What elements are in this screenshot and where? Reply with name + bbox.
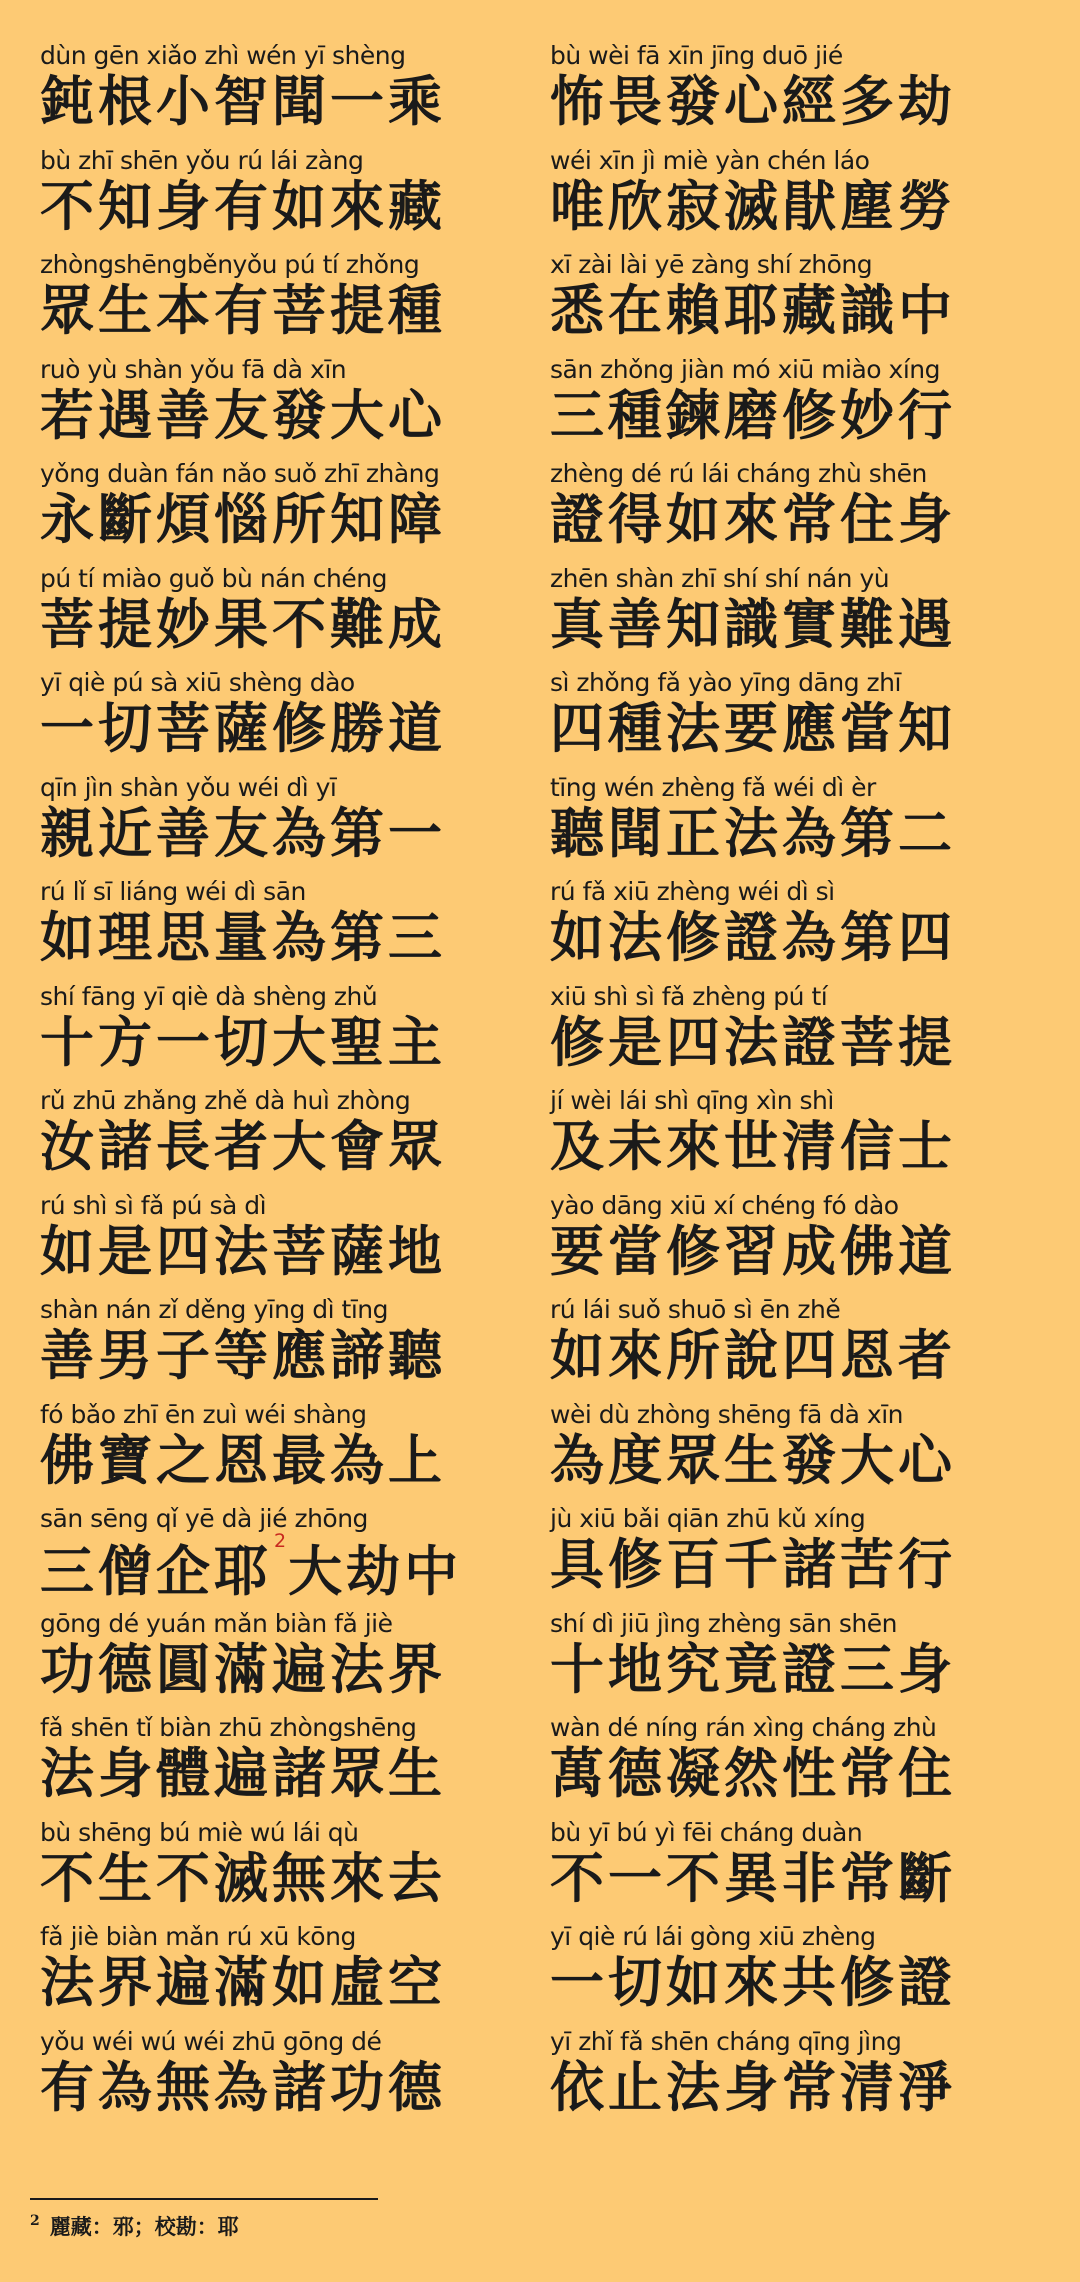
hanzi-segment: 大劫中: [288, 1540, 463, 1603]
verse-line: [550, 1294, 1040, 1399]
right-verse-column: [550, 40, 1040, 2130]
pinyin-text: qīn jìn shàn yǒu wéi dì yī: [40, 772, 337, 802]
pinyin-text: fǎ shēn tǐ biàn zhū zhòngshēng: [40, 1713, 417, 1742]
pinyin-text: zhòngshēngběnyǒu pú tí zhǒng: [40, 250, 420, 279]
pinyin-text: yǒu wéi wú wéi zhū gōng dé: [40, 2026, 382, 2056]
pinyin-text: zhèng dé rú lái cháng zhù shēn: [550, 459, 927, 488]
footnote-text: 麗藏：邪；校勘：耶: [49, 2214, 239, 2239]
verse-line: [40, 563, 530, 668]
verse-line: [40, 1085, 530, 1190]
verse-line: [550, 1712, 1040, 1817]
verse-line: [550, 1399, 1040, 1504]
footnote: [30, 2211, 239, 2241]
verse-line: [550, 145, 1040, 250]
verse-line: [40, 1294, 530, 1399]
hanzi-text: 十方一切大聖主: [40, 1010, 446, 1074]
pinyin-text: yī qiè pú sà xiū shèng dào: [40, 668, 355, 697]
verse-line: [40, 876, 530, 981]
hanzi-text: 法界遍滿如虛空: [40, 1951, 446, 2014]
hanzi-text: 若遇善友發大心: [40, 383, 446, 447]
hanzi-text: 眾生本有菩提種: [40, 279, 446, 342]
verse-line: [40, 249, 530, 354]
verse-line: [40, 667, 530, 772]
pinyin-text: xī zài lài yē zàng shí zhōng: [550, 250, 873, 279]
verse-line: [550, 772, 1040, 877]
hanzi-segment: 三僧企耶: [40, 1540, 272, 1603]
hanzi-text: 修是四法證菩提: [550, 1010, 956, 1074]
hanzi-text: 佛寶之恩最為上: [40, 1428, 446, 1492]
verse-line: [550, 876, 1040, 981]
pinyin-text: fǎ jiè biàn mǎn rú xū kōng: [40, 1922, 356, 1951]
verse-line: [550, 667, 1040, 772]
pinyin-text: tīng wén zhèng fǎ wéi dì èr: [550, 772, 876, 802]
hanzi-text: [40, 1530, 530, 1603]
verse-line: [40, 1712, 530, 1817]
hanzi-text: 不知身有如來藏: [40, 174, 446, 238]
pinyin-text: wèi dù zhòng shēng fā dà xīn: [550, 1399, 904, 1429]
hanzi-text: 善男子等應諦聽: [40, 1324, 446, 1387]
verse-line: [40, 1190, 530, 1295]
verse-line: [550, 1503, 1040, 1608]
pinyin-text: yǒng duàn fán nǎo suǒ zhī zhàng: [40, 459, 440, 488]
verse-line: [40, 145, 530, 250]
pinyin-text: gōng dé yuán mǎn biàn fǎ jiè: [40, 1608, 393, 1638]
pinyin-text: fó bǎo zhī ēn zuì wéi shàng: [40, 1399, 367, 1429]
verse-line: [550, 1921, 1040, 2026]
verse-line: [40, 1608, 530, 1713]
hanzi-text: 菩提妙果不難成: [40, 592, 446, 656]
verse-line: [40, 2026, 530, 2131]
verse-line: [40, 458, 530, 563]
verse-line: [550, 354, 1040, 459]
verse-line: [40, 772, 530, 877]
verse-line: [550, 2026, 1040, 2131]
hanzi-text: 一切如來共修證: [550, 1951, 956, 2014]
hanzi-text: 如理思量為第三: [40, 906, 446, 969]
hanzi-text: 鈍根小智聞一乘: [40, 70, 446, 133]
hanzi-text: 具修百千諸苦行: [550, 1533, 956, 1596]
hanzi-text: 功德圓滿遍法界: [40, 1637, 446, 1701]
hanzi-text: 十地究竟證三身: [550, 1637, 956, 1701]
hanzi-text: 如法修證為第四: [550, 906, 956, 969]
verse-line: [40, 40, 530, 145]
pinyin-text: bù shēng bú miè wú lái qù: [40, 1817, 359, 1847]
verse-line: [550, 981, 1040, 1086]
pinyin-text: bù wèi fā xīn jīng duō jié: [550, 41, 843, 70]
verse-line: [550, 249, 1040, 354]
hanzi-text: 永斷煩惱所知障: [40, 488, 446, 551]
hanzi-text: 三種鍊磨修妙行: [550, 383, 956, 447]
hanzi-text: 為度眾生發大心: [550, 1428, 956, 1492]
verse-line: [550, 1817, 1040, 1922]
pinyin-text: xiū shì sì fǎ zhèng pú tí: [550, 981, 828, 1011]
pinyin-text: sān zhǒng jiàn mó xiū miào xíng: [550, 354, 941, 384]
hanzi-text: 一切菩薩修勝道: [40, 697, 446, 760]
verse-line: [40, 981, 530, 1086]
hanzi-text: 親近善友為第一: [40, 801, 446, 865]
verse-line: [40, 1817, 530, 1922]
hanzi-text: 要當修習成佛道: [550, 1219, 956, 1283]
hanzi-text: 不生不滅無來去: [40, 1846, 446, 1910]
verse-line: [550, 458, 1040, 563]
footnote-divider: [30, 2198, 378, 2200]
pinyin-text: shàn nán zǐ děng yīng dì tīng: [40, 1295, 388, 1324]
pinyin-text: jù xiū bǎi qiān zhū kǔ xíng: [550, 1504, 866, 1533]
verse-line: [40, 1503, 530, 1608]
hanzi-text: 四種法要應當知: [550, 697, 956, 760]
verse-line: [550, 563, 1040, 668]
pinyin-text: rú shì sì fǎ pú sà dì: [40, 1190, 267, 1220]
pinyin-text: rú lái suǒ shuō sì ēn zhě: [550, 1295, 841, 1324]
pinyin-text: yī zhǐ fǎ shēn cháng qīng jìng: [550, 2026, 902, 2056]
verse-line: [40, 354, 530, 459]
pinyin-text: zhēn shàn zhī shí shí nán yù: [550, 563, 890, 593]
pinyin-text: wéi xīn jì miè yàn chén láo: [550, 145, 870, 175]
pinyin-text: jí wèi lái shì qīng xìn shì: [550, 1086, 834, 1115]
hanzi-text: 不一不異非常斷: [550, 1846, 956, 1910]
hanzi-text: 汝諸長者大會眾: [40, 1115, 446, 1178]
pinyin-text: sì zhǒng fǎ yào yīng dāng zhī: [550, 668, 901, 697]
pinyin-text: sān sēng qǐ yē dà jié zhōng: [40, 1504, 368, 1533]
hanzi-text: 怖畏發心經多劫: [550, 70, 956, 133]
hanzi-text: 依止法身常清淨: [550, 2055, 956, 2119]
pinyin-text: ruò yù shàn yǒu fā dà xīn: [40, 354, 347, 384]
pinyin-text: wàn dé níng rán xìng cháng zhù: [550, 1713, 937, 1742]
pinyin-text: shí fāng yī qiè dà shèng zhǔ: [40, 981, 378, 1011]
hanzi-text: 唯欣寂滅猒塵勞: [550, 174, 956, 238]
pinyin-text: dùn gēn xiǎo zhì wén yī shèng: [40, 41, 406, 70]
verse-line: [550, 1085, 1040, 1190]
pinyin-text: rǔ zhū zhǎng zhě dà huì zhòng: [40, 1086, 411, 1115]
pinyin-text: shí dì jiū jìng zhèng sān shēn: [550, 1608, 897, 1638]
hanzi-text: 悉在賴耶藏識中: [550, 279, 956, 342]
verse-line: [40, 1399, 530, 1504]
pinyin-text: bù yī bú yì fēi cháng duàn: [550, 1817, 863, 1847]
footnote-marker[interactable]: 2: [274, 1530, 287, 1552]
footnote-number: 2: [30, 2213, 40, 2229]
hanzi-text: 及未來世清信士: [550, 1115, 956, 1178]
hanzi-text: 有為無為諸功德: [40, 2055, 446, 2119]
verse-line: [550, 1190, 1040, 1295]
pinyin-text: yī qiè rú lái gòng xiū zhèng: [550, 1922, 876, 1951]
hanzi-text: 萬德凝然性常住: [550, 1742, 956, 1805]
verse-line: [550, 40, 1040, 145]
hanzi-text: 如是四法菩薩地: [40, 1219, 446, 1283]
pinyin-text: yào dāng xiū xí chéng fó dào: [550, 1190, 899, 1220]
hanzi-text: 法身體遍諸眾生: [40, 1742, 446, 1805]
hanzi-text: 真善知識實難遇: [550, 592, 956, 656]
hanzi-text: 聽聞正法為第二: [550, 801, 956, 865]
hanzi-text: 如來所說四恩者: [550, 1324, 956, 1387]
pinyin-text: rú lǐ sī liáng wéi dì sān: [40, 877, 306, 906]
pinyin-text: bù zhī shēn yǒu rú lái zàng: [40, 145, 364, 175]
pinyin-text: pú tí miào guǒ bù nán chéng: [40, 563, 387, 593]
verse-line: [550, 1608, 1040, 1713]
pinyin-text: rú fǎ xiū zhèng wéi dì sì: [550, 877, 835, 906]
hanzi-text: 證得如來常住身: [550, 488, 956, 551]
left-verse-column: [40, 40, 530, 2130]
verse-line: [40, 1921, 530, 2026]
